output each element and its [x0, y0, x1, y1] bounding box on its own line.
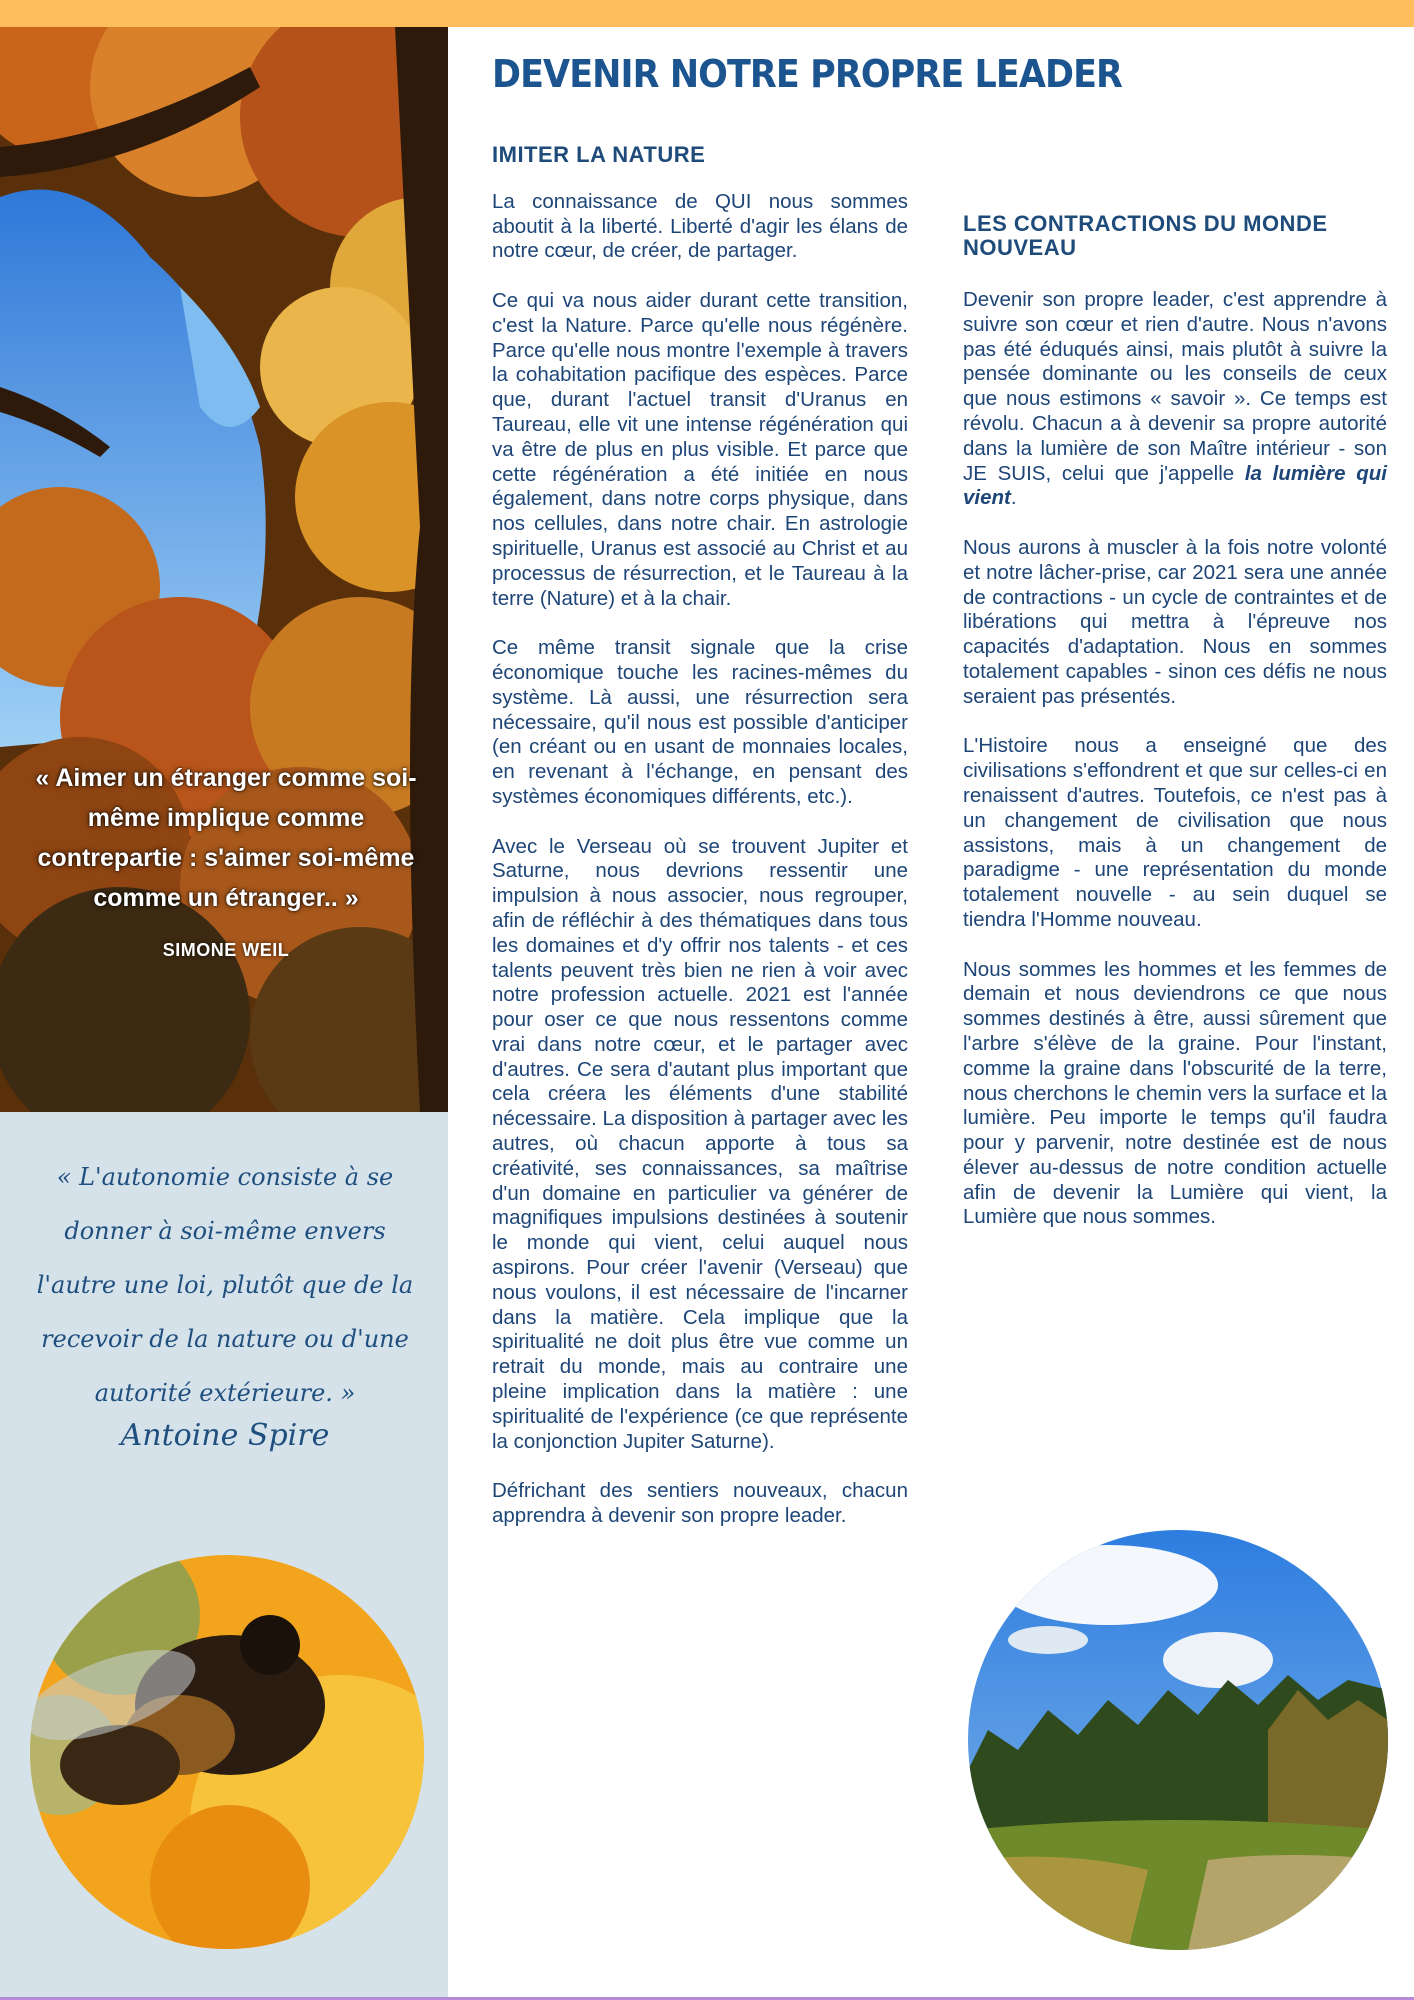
paragraph-text: Devenir son propre leader, c'est apprendre à suivre son cœur et rien d'autre. Nous n'avons pas été éduqués ainsi, mais plutôt à suivre la pensée dominante ou les conseils de ceux que nous estimons « savoir ». Ce temps est révolu. Chacun a à devenir sa propre autorité dans la lumière de son Maître intérieur - son JE SUIS, celui que j'appelle: [963, 288, 1387, 485]
quote-simone-weil: « Aimer un étranger comme soi-même implique comme contrepartie : s'aimer soi-même comme un étranger.. »: [35, 764, 417, 912]
paragraph: Avec le Verseau où se trouvent Jupiter et Saturne, nous devrions ressentir une impulsion à nous associer, nous regrouper, afin de réfléchir à des thématiques dans tous les domaines et d'y offrir nos talents - et ces talents peuvent très bien ne rien à voir avec notre profession actuelle. 2021 est l'année pour oser ce que nous ressentons comme vrai dans notre cœur, et le partager avec d'autres. Ce sera d'autant plus important que cela créera les éléments d'une stabilité nécessaire. La disposition à partager avec les autres, où chacun apporte à tous sa créativité, ses connaissances, sa maîtrise d'un domaine en particulier va générer de magnifiques impulsions destinées à soutenir le monde qui vient, celui auquel nous aspirons. Pour créer l'avenir (Verseau) que nous voulons, il est nécessaire de l'incarner dans la matière. Cela implique que la spiritualité ne doit plus être vue comme un retrait du monde, mais au contraire une pleine implication dans la matière : une spiritualité de l'expérience (ce que représente la conjonction Jupiter Saturne).: [492, 834, 908, 1453]
quote-antoine-spire: « L'autonomie consiste à se donner à soi-même envers l'autre une loi, plutôt que de la recevoir de la nature ou d'une autorité extérieure. »: [36, 1163, 414, 1407]
section-heading-imiter: IMITER LA NATURE: [492, 142, 706, 167]
paragraph: Nous sommes les hommes et les femmes de demain et nous deviendrons ce que nous sommes destinés à être, aussi sûrement que l'arbre s'élève de la graine. Pour l'instant, comme la graine dans l'obscurité de la terre, nous cherchons le chemin vers la surface et la lumière. Peu importe le temps qu'il faudra pour y parvenir, notre destinée est de nous élever au-dessus de notre condition actuelle afin de devenir la Lumière qui vient, la Lumière que nous sommes.: [963, 957, 1387, 1229]
page-title: DEVENIR NOTRE PROPRE LEADER: [492, 52, 1123, 96]
section-heading-contractions: LES CONTRACTIONS DU MONDE NOUVEAU: [963, 211, 1328, 260]
quote-author-simone-weil: SIMONE WEIL: [162, 940, 290, 960]
right-column: [963, 212, 1387, 1255]
paragraph: L'Histoire nous a enseigné que des civilisations s'effondrent et que sur celles-ci en renaissent d'autres. Toutefois, ce n'est pas à un changement de civilisation que nous assistons, mais à un changement de paradigme - une représentation du monde totalement nouvelle - au sein duquel se tiendra l'Homme nouveau.: [963, 734, 1387, 931]
paragraph: [963, 288, 1387, 511]
forest-clearing-photo: [968, 1530, 1388, 1950]
emphasis-text: la lumière qui vient: [963, 461, 1387, 510]
paragraph-end: .: [1010, 486, 1017, 510]
bee-flower-photo: [30, 1555, 424, 1949]
quote-author-antoine-spire: Antoine Spire: [120, 1418, 330, 1453]
top-accent-bar: [0, 0, 1414, 27]
paragraph: Nous aurons à muscler à la fois notre volonté et notre lâcher-prise, car 2021 sera une année de contractions - un cycle de contraintes et de libérations qui mettra à l'épreuve nos capacités d'adaptation. Nous en sommes totalement capables - sinon ces défis ne nous seraient pas présentés.: [963, 535, 1387, 708]
paragraph: Défrichant des sentiers nouveaux, chacun apprendra à devenir son propre leader.: [492, 1479, 908, 1528]
middle-column: [492, 143, 908, 1554]
paragraph: Ce même transit signale que la crise économique touche les racines-mêmes du système. Là aussi, une résurrection sera nécessaire, qu'il nous est possible d'anticiper (en créant ou en usant de monnaies locales, en revenant à l'échange, en pensant des systèmes économiques différents, etc.).: [492, 636, 908, 808]
paragraph: La connaissance de QUI nous sommes aboutit à la liberté. Liberté d'agir les élans de notre cœur, de créer, de partager.: [492, 189, 908, 263]
paragraph: Ce qui va nous aider durant cette transition, c'est la Nature. Parce qu'elle nous régénère. Parce qu'elle nous montre l'exemple à travers la cohabitation pacifique des espèces. Parce que, durant l'actuel transit d'Uranus en Taureau, elle vit une intense régénération qui va être de plus en plus visible. Et parce que cette régénération a été initiée en nous également, dans notre corps physique, dans nos cellules, dans notre chair. En astrologie spirituelle, Uranus est associé au Christ et au processus de résurrection, et le Taureau à la terre (Nature) et à la chair.: [492, 288, 908, 610]
